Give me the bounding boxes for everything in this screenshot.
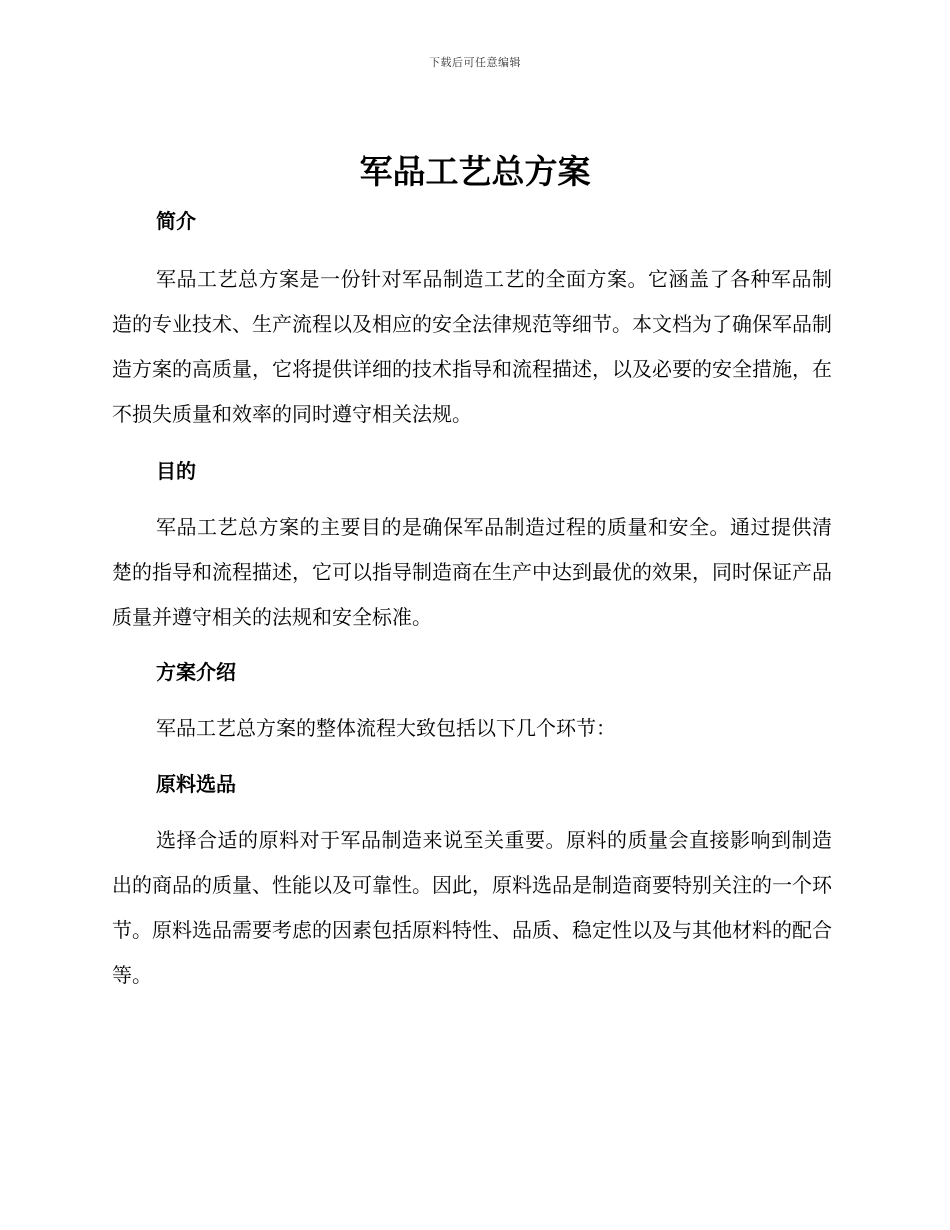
- section-paragraph-purpose: 军品工艺总方案的主要目的是确保军品制造过程的质量和安全。通过提供清楚的指导和流程描述，它可以指导制造商在生产中达到最优的效果，同时保证产品质量并遵守相关的法规和安全标准。: [112, 515, 832, 629]
- section-heading-purpose: 目的: [156, 459, 196, 483]
- section-heading-raw-materials: 原料选品: [156, 772, 236, 796]
- document-body: [112, 201, 832, 998]
- section-paragraph-intro: 军品工艺总方案是一份针对军品制造工艺的全面方案。它涵盖了各种军品制造的专业技术、生产流程以及相应的安全法律规范等细节。本文档为了确保军品制造方案的高质量，它将提供详细的技术指导和流程描述，以及必要的安全措施，在不损失质量和效率的同时遵守相关法规。: [112, 267, 832, 426]
- document-title: 军品工艺总方案: [359, 152, 591, 191]
- section-heading-plan: 方案介绍: [156, 660, 236, 684]
- page-header: 下载后可任意编辑: [429, 56, 521, 69]
- section-heading-intro: 简介: [156, 209, 196, 233]
- section-paragraph-raw-materials: 选择合适的原料对于军品制造来说至关重要。原料的质量会直接影响到制造出的商品的质量、性能以及可靠性。因此，原料选品是制造商要特别关注的一个环节。原料选品需要考虑的因素包括原料特性、品质、稳定性以及与其他材料的配合等。: [112, 828, 832, 987]
- section-paragraph-plan: 军品工艺总方案的整体流程大致包括以下几个环节：: [156, 716, 616, 740]
